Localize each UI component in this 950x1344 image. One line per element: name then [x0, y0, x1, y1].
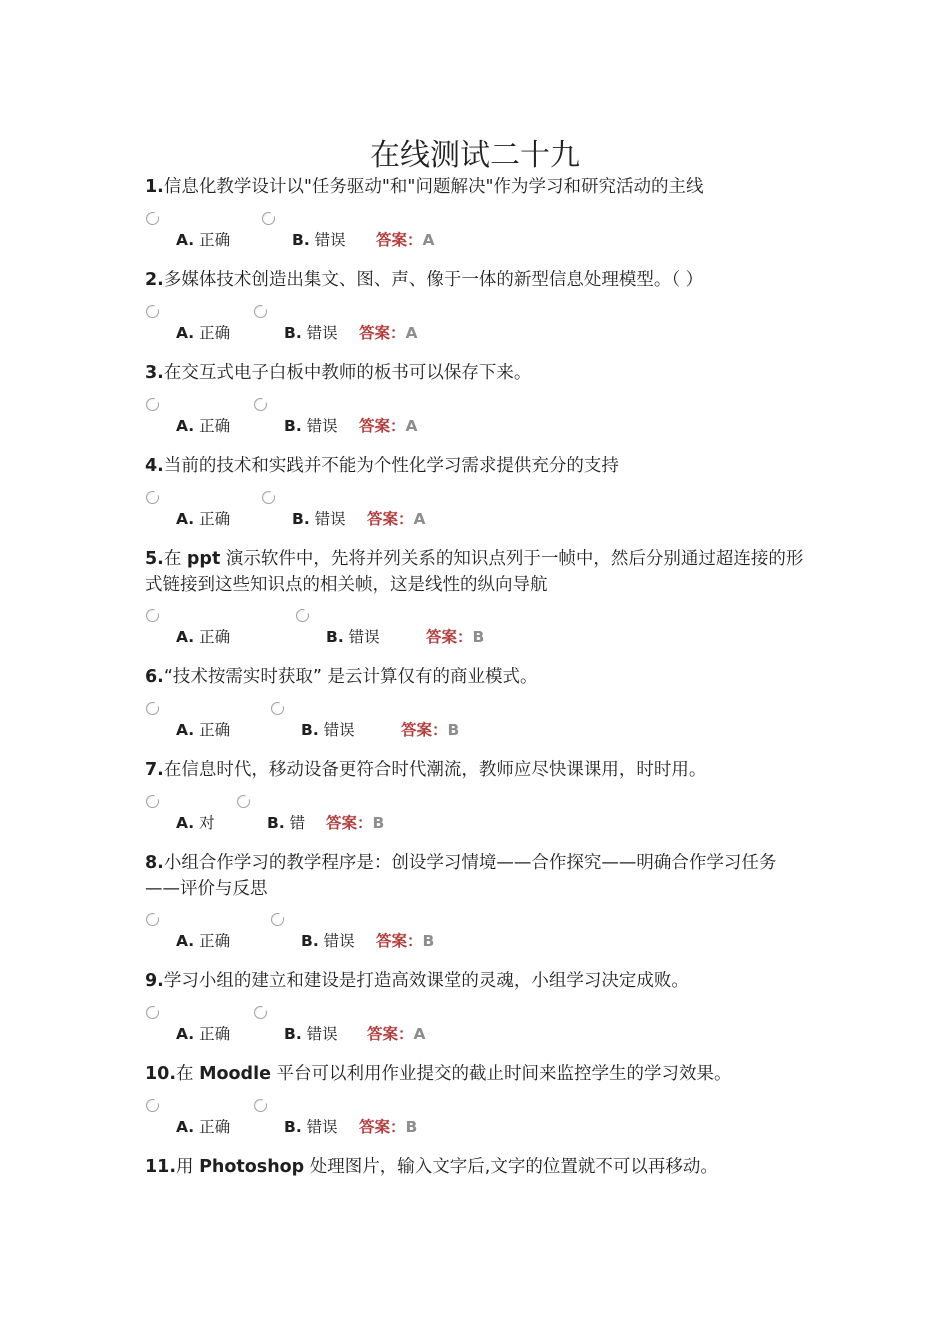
option-b-label: B. 错误	[301, 932, 355, 950]
radio-option-a[interactable]	[146, 398, 159, 411]
option-b-label: B. 错误	[284, 1025, 338, 1043]
option-b-label: B. 错误	[284, 1118, 338, 1136]
question-10: 10.在 Moodle 平台可以利用作业提交的截止时间来监控学生的学习效果。	[145, 1064, 732, 1084]
options-5	[145, 609, 825, 649]
radio-option-a[interactable]	[146, 1006, 159, 1019]
radio-option-a[interactable]	[146, 795, 159, 808]
options-6	[145, 702, 825, 742]
question-9: 9.学习小组的建立和建设是打造高效课堂的灵魂，小组学习决定成败。	[145, 971, 689, 991]
option-a-label: A. 正确	[176, 1025, 231, 1043]
question-11: 11.用 Photoshop 处理图片，输入文字后,文字的位置就不可以再移动。	[145, 1157, 718, 1177]
options-9	[145, 1006, 825, 1046]
option-a-label: A. 正确	[176, 231, 231, 249]
question-3: 3.在交互式电子白板中教师的板书可以保存下来。	[145, 363, 532, 383]
question-5: 5.在 ppt 演示软件中，先将并列关系的知识点列于一帧中，然后分别通过超连接的形式链接到这些知识点的相关帧，这是线性的纵向导航	[145, 549, 804, 595]
radio-option-a[interactable]	[146, 702, 159, 715]
option-a-label: A. 正确	[176, 1118, 231, 1136]
answer-display: 答案：A	[367, 510, 426, 528]
options-10	[145, 1099, 825, 1139]
option-a-label: A. 正确	[176, 510, 231, 528]
option-a-label: A. 正确	[176, 628, 231, 646]
radio-option-a[interactable]	[146, 609, 159, 622]
question-6: 6.“技术按需实时获取” 是云计算仅有的商业模式。	[145, 667, 538, 687]
answer-display: 答案：A	[367, 1025, 426, 1043]
question-4: 4.当前的技术和实践并不能为个性化学习需求提供充分的支持	[145, 456, 619, 476]
option-b-label: B. 错误	[292, 510, 346, 528]
options-8	[145, 913, 825, 953]
radio-option-b[interactable]	[296, 609, 309, 622]
answer-display: 答案：B	[426, 628, 485, 646]
answer-display: 答案：A	[359, 417, 418, 435]
answer-display: 答案：B	[359, 1118, 418, 1136]
radio-option-a[interactable]	[146, 1099, 159, 1112]
option-a-label: A. 正确	[176, 932, 231, 950]
radio-option-a[interactable]	[146, 305, 159, 318]
answer-display: 答案：B	[401, 721, 460, 739]
option-b-label: B. 错误	[326, 628, 380, 646]
answer-display: 答案：B	[376, 932, 435, 950]
option-a-label: A. 对	[176, 814, 215, 832]
option-a-label: A. 正确	[176, 324, 231, 342]
option-b-label: B. 错误	[284, 417, 338, 435]
options-2	[145, 305, 825, 345]
question-text: 信息化教学设计以"任务驱动"和"问题解决"作为学习和研究活动的主线	[163, 177, 704, 197]
options-7	[145, 795, 825, 835]
radio-option-b[interactable]	[271, 913, 284, 926]
question-2: 2.多媒体技术创造出集文、图、声、像于一体的新型信息处理模型。（ ）	[145, 270, 704, 290]
radio-option-b[interactable]	[262, 491, 275, 504]
options-3	[145, 398, 825, 438]
question-number: 1.	[145, 177, 164, 197]
options-4	[145, 491, 825, 531]
options-1	[145, 212, 825, 252]
option-a-label: A. 正确	[176, 721, 231, 739]
option-b-label: B. 错误	[284, 324, 338, 342]
radio-option-b[interactable]	[237, 795, 250, 808]
question-8: 8.小组合作学习的教学程序是：创设学习情境——合作探究——明确合作学习任务——评价与反思	[145, 853, 777, 899]
radio-option-b[interactable]	[271, 702, 284, 715]
question-1	[145, 174, 810, 200]
answer-display: 答案：B	[326, 814, 385, 832]
radio-option-b[interactable]	[254, 398, 267, 411]
question-7: 7.在信息时代，移动设备更符合时代潮流，教师应尽快课课用，时时用。	[145, 760, 707, 780]
page-title: 在线测试二十九	[370, 138, 580, 173]
answer-display: 答案：A	[376, 231, 435, 249]
option-a-label: A. 正确	[176, 417, 231, 435]
answer-display: 答案：A	[359, 324, 418, 342]
radio-option-a[interactable]	[146, 491, 159, 504]
option-b-label: B. 错误	[292, 231, 346, 249]
radio-option-b[interactable]	[254, 305, 267, 318]
option-b-label: B. 错误	[301, 721, 355, 739]
radio-option-b[interactable]	[254, 1099, 267, 1112]
radio-option-a[interactable]	[146, 212, 159, 225]
radio-option-b[interactable]	[262, 212, 275, 225]
radio-option-a[interactable]	[146, 913, 159, 926]
radio-option-b[interactable]	[254, 1006, 267, 1019]
option-b-label: B. 错	[267, 814, 306, 832]
